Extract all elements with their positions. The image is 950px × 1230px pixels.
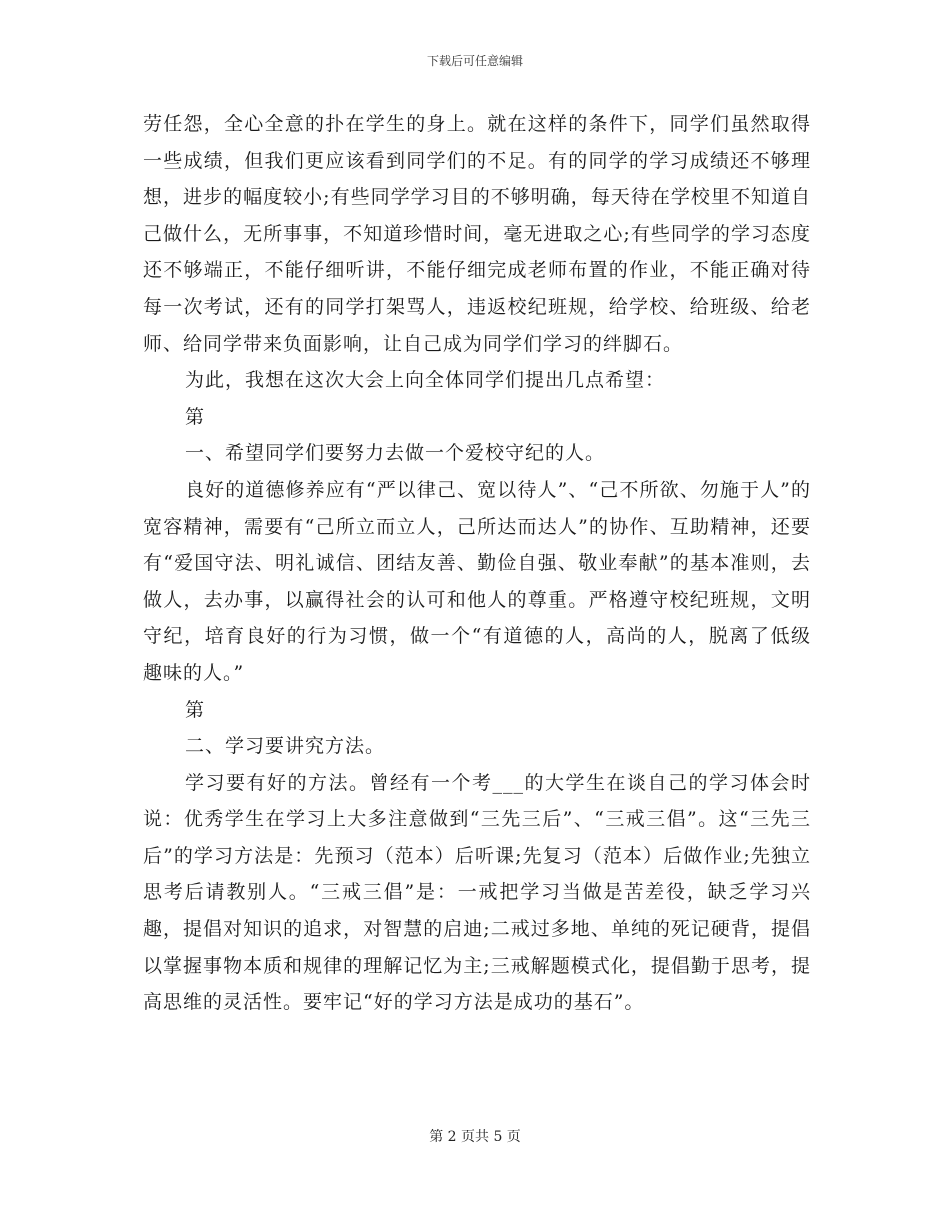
paragraph-study-method: 学习要有好的方法。曾经有一个考___的大学生在谈自己的学习体会时说：优秀学生在学习上大多注意做到“三先三后”、“三戒三倡”。这“三先三后”的学习方法是：先预习（范本）后听课;先复习（范本）后做作业;先独立思考后请教别人。“三戒三倡”是：一戒把学习当做是苦差役，缺乏学习兴趣，提倡对知识的追求，对智慧的启迪;二戒过多地、单纯的死记硬背，提倡以掌握事物本质和规律的理解记忆为主;三戒解题模式化，提倡勤于思考，提高思维的灵活性。要牢记“好的学习方法是成功的基石”。 <box>143 771 811 1014</box>
paragraph-di-1: 第 <box>185 405 206 428</box>
page-number: 第 2 页共 5 页 <box>429 1129 521 1145</box>
paragraph-continuation: 劳任怨，全心全意的扑在学生的身上。就在这样的条件下，同学们虽然取得一些成绩，但我们更应该看到同学们的不足。有的同学的学习成绩还不够理想，进步的幅度较小;有些同学学习目的不够明确，每天待在学校里不知道自己做什么，无所事事，不知道珍惜时间，毫无进取之心;有些同学的学习态度还不够端正，不能仔细听讲，不能仔细完成老师布置的作业，不能正确对待每一次考试，还有的同学打架骂人，违返校纪班规，给学校、给班级、给老师、给同学带来负面影响，让自己成为同学们学习的绊脚石。 <box>143 113 811 355</box>
paragraph-morality: 良好的道德修养应有“严以律己、宽以待人”、“己不所欲、勿施于人”的宽容精神，需要有“己所立而立人，己所达而达人”的协作、互助精神，还要有“爱国守法、明礼诚信、团结友善、勤俭自强、敬业奉献”的基本准则，去做人，去办事，以赢得社会的认可和他人的尊重。严格遵守校纪班规，文明守纪，培育良好的行为习惯，做一个“有道德的人，高尚的人，脱离了低级趣味的人。” <box>143 478 811 684</box>
page-header: 下载后可任意编辑 <box>426 54 523 68</box>
document-body <box>143 106 811 1021</box>
section-heading-2: 二、学习要讲究方法。 <box>185 735 386 758</box>
section-heading-1: 一、希望同学们要努力去做一个爱校守纪的人。 <box>185 442 606 465</box>
paragraph-di-2: 第 <box>185 698 206 721</box>
paragraph-hopes-intro: 为此，我想在这次大会上向全体同学们提出几点希望： <box>185 369 666 392</box>
